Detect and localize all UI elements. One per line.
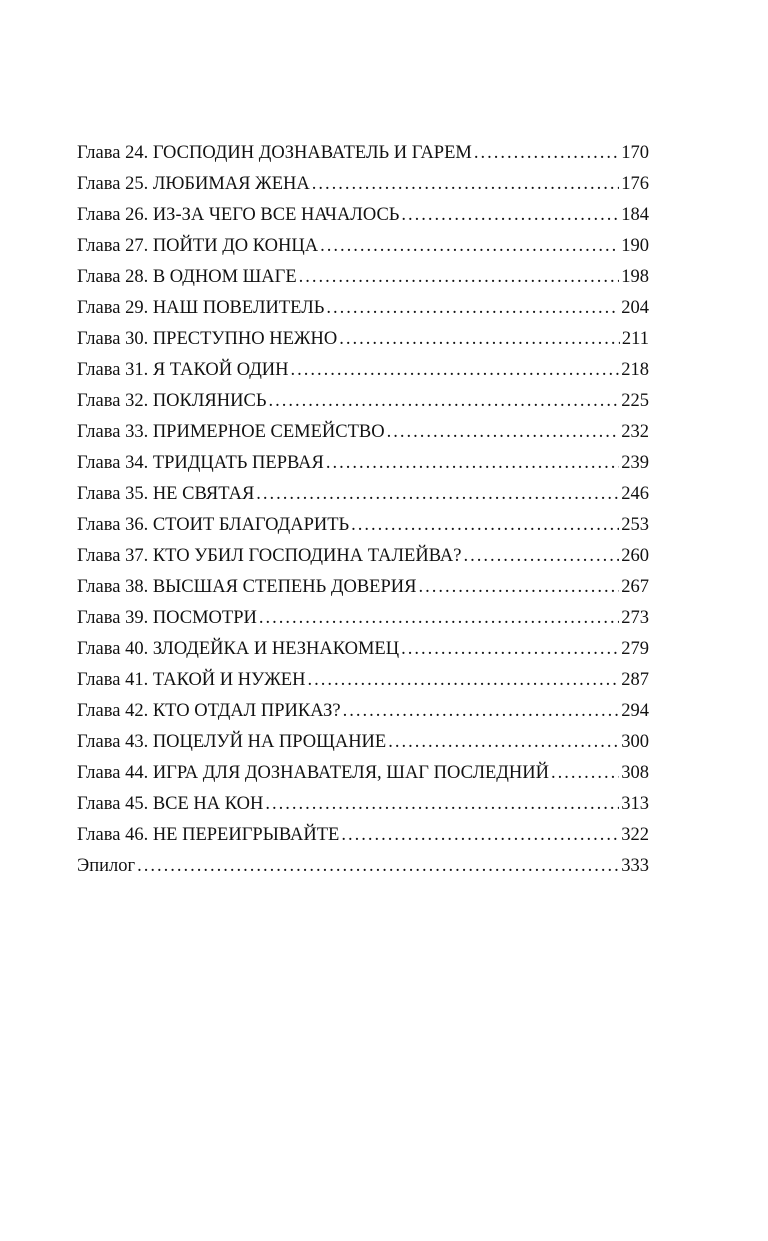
toc-dot-leader [256, 479, 619, 510]
toc-entry-page: 204 [621, 298, 649, 318]
toc-entry-page: 308 [621, 763, 649, 783]
toc-entry-title: Глава 36. СТОИТ БЛАГОДАРИТЬ [77, 515, 350, 535]
toc-dot-leader [265, 789, 619, 820]
toc-entry [77, 262, 649, 293]
toc-entry [77, 541, 649, 572]
toc-entry-title: Глава 41. ТАКОЙ И НУЖЕН [77, 670, 306, 690]
toc-entry-title: Глава 27. ПОЙТИ ДО КОНЦА [77, 236, 319, 256]
toc-entry-title: Глава 38. ВЫСШАЯ СТЕПЕНЬ ДОВЕРИЯ [77, 577, 417, 597]
toc-entry-title: Глава 45. ВСЕ НА КОН [77, 794, 264, 814]
toc-entry [77, 324, 649, 355]
toc-dot-leader [343, 696, 620, 727]
toc-entry-title: Глава 40. ЗЛОДЕЙКА И НЕЗНАКОМЕЦ [77, 639, 400, 659]
toc-entry-page: 184 [621, 205, 649, 225]
toc-entry-page: 239 [621, 453, 649, 473]
toc-entry-page: 267 [621, 577, 649, 597]
toc-entry [77, 417, 649, 448]
toc-entry-page: 176 [621, 174, 649, 194]
toc-dot-leader [387, 417, 620, 448]
toc-dot-leader [326, 293, 619, 324]
toc-entry-title: Глава 39. ПОСМОТРИ [77, 608, 257, 628]
toc-dot-leader [268, 386, 619, 417]
toc-dot-leader [291, 355, 620, 386]
toc-dot-leader [418, 572, 619, 603]
toc-dot-leader [339, 324, 620, 355]
toc-entry-page: 260 [621, 546, 649, 566]
toc-dot-leader [307, 665, 619, 696]
toc-entry-page: 232 [621, 422, 649, 442]
toc-entry-page: 211 [621, 329, 649, 349]
toc-entry [77, 572, 649, 603]
toc-entry [77, 293, 649, 324]
toc-entry [77, 355, 649, 386]
toc-entry-page: 300 [621, 732, 649, 752]
toc-dot-leader [320, 231, 619, 262]
toc-entry [77, 386, 649, 417]
toc-entry-page: 190 [621, 236, 649, 256]
toc-dot-leader [388, 727, 619, 758]
toc-entry [77, 603, 649, 634]
toc-entry-title: Глава 44. ИГРА ДЛЯ ДОЗНАВАТЕЛЯ, ШАГ ПОСЛЕДНИЙ [77, 763, 550, 783]
toc-entry-title: Глава 31. Я ТАКОЙ ОДИН [77, 360, 289, 380]
toc-entry-page: 273 [621, 608, 649, 628]
toc-dot-leader [463, 541, 619, 572]
toc-dot-leader [401, 634, 619, 665]
toc-dot-leader [341, 820, 619, 851]
toc-entry-title: Глава 29. НАШ ПОВЕЛИТЕЛЬ [77, 298, 325, 318]
toc-entry-title: Глава 32. ПОКЛЯНИСЬ [77, 391, 267, 411]
toc-entry [77, 820, 649, 851]
toc-entry-title: Глава 42. КТО ОТДАЛ ПРИКАЗ? [77, 701, 341, 721]
toc-dot-leader [401, 200, 619, 231]
toc-dot-leader [137, 851, 619, 882]
toc-entry-page: 322 [621, 825, 649, 845]
toc-entry [77, 696, 649, 727]
table-of-contents [77, 138, 649, 882]
toc-entry-title: Эпилог [77, 856, 136, 876]
toc-entry-title: Глава 28. В ОДНОМ ШАГЕ [77, 267, 297, 287]
toc-entry-title: Глава 30. ПРЕСТУПНО НЕЖНО [77, 329, 338, 349]
toc-entry-page: 198 [621, 267, 649, 287]
toc-entry [77, 851, 649, 882]
toc-entry [77, 665, 649, 696]
toc-dot-leader [312, 169, 620, 200]
toc-entry-page: 279 [621, 639, 649, 659]
toc-entry-page: 253 [621, 515, 649, 535]
toc-entry [77, 510, 649, 541]
toc-entry-title: Глава 35. НЕ СВЯТАЯ [77, 484, 255, 504]
toc-dot-leader [326, 448, 619, 479]
toc-dot-leader [474, 138, 619, 169]
toc-entry-page: 294 [621, 701, 649, 721]
toc-entry-title: Глава 43. ПОЦЕЛУЙ НА ПРОЩАНИЕ [77, 732, 387, 752]
toc-entry-page: 287 [621, 670, 649, 690]
toc-entry [77, 479, 649, 510]
toc-entry [77, 138, 649, 169]
toc-entry-page: 225 [621, 391, 649, 411]
toc-entry [77, 448, 649, 479]
toc-dot-leader [551, 758, 619, 789]
toc-dot-leader [299, 262, 620, 293]
toc-entry [77, 758, 649, 789]
toc-entry [77, 634, 649, 665]
toc-entry-title: Глава 46. НЕ ПЕРЕИГРЫВАЙТЕ [77, 825, 340, 845]
toc-dot-leader [351, 510, 619, 541]
toc-entry-title: Глава 37. КТО УБИЛ ГОСПОДИНА ТАЛЕЙВА? [77, 546, 462, 566]
toc-dot-leader [259, 603, 619, 634]
toc-entry-page: 313 [621, 794, 649, 814]
toc-entry-page: 333 [621, 856, 649, 876]
toc-entry-title: Глава 26. ИЗ-ЗА ЧЕГО ВСЕ НАЧАЛОСЬ [77, 205, 400, 225]
toc-entry-title: Глава 34. ТРИДЦАТЬ ПЕРВАЯ [77, 453, 324, 473]
toc-entry-page: 170 [621, 143, 649, 163]
toc-entry [77, 789, 649, 820]
toc-entry [77, 169, 649, 200]
toc-entry-title: Глава 33. ПРИМЕРНОЕ СЕМЕЙСТВО [77, 422, 385, 442]
toc-entry-page: 246 [621, 484, 649, 504]
toc-entry-title: Глава 25. ЛЮБИМАЯ ЖЕНА [77, 174, 310, 194]
toc-entry [77, 231, 649, 262]
toc-entry [77, 200, 649, 231]
toc-entry-page: 218 [621, 360, 649, 380]
toc-entry [77, 727, 649, 758]
toc-entry-title: Глава 24. ГОСПОДИН ДОЗНАВАТЕЛЬ И ГАРЕМ [77, 143, 472, 163]
